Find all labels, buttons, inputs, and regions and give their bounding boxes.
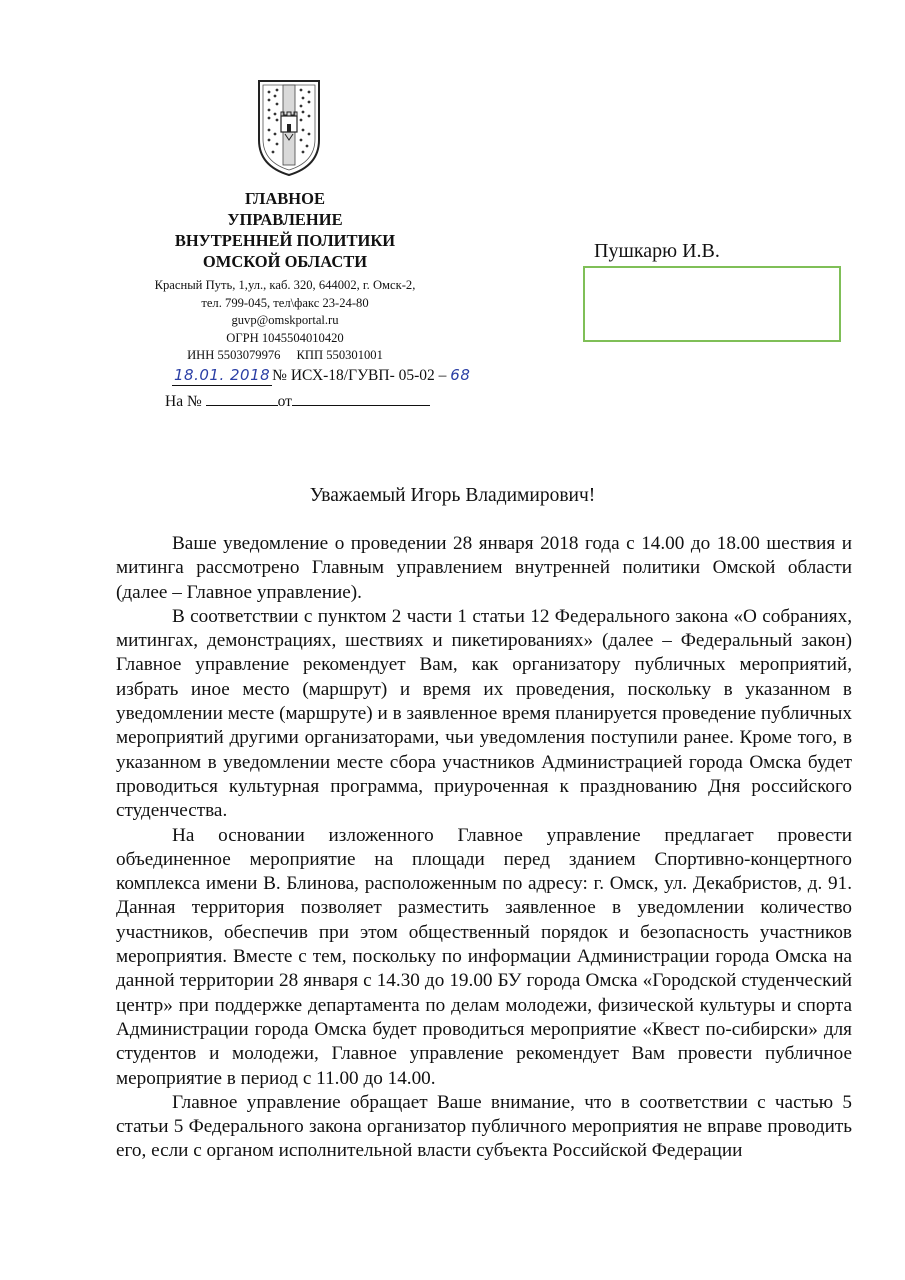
kpp-value: КПП 550301001 [296, 348, 383, 363]
letter-body [116, 532, 852, 1164]
paragraph-1: Ваше уведомление о проведении 28 января 2018 года с 14.00 до 18.00 шествия и митинга рассмотрено Главным управлением внутренней политики Омской области (далее – Главное управление). [116, 533, 852, 603]
paragraph-2: В соответствии с пунктом 2 части 1 статьи 12 Федерального закона «О собраниях, митингах, демонстрациях, шествиях и пикетированиях» (далее – Федеральный закон) Главное управление рекомендует Вам, как организатору публичных мероприятий, избрать иное место (маршрут) и время их проведения, поскольку в указанном в уведомлении месте (маршруте) и в заявленное время планируется проведение публичных мероприятий другими организаторами, чьи уведомления поступили ранее. Кроме того, в указанном в уведомлении месте сбора участников Администрацией города Омска будет проводиться культурная программа, приуроченная к празднованию Дня российского студенчества. [116, 605, 852, 822]
coat-of-arms-icon [255, 78, 323, 178]
addressee-name: Пушкарю И.В. [594, 240, 720, 262]
inn-kpp-line [130, 347, 440, 365]
reply-number-blank [206, 391, 278, 406]
ogrn-line: ОГРН 1045504010420 [226, 330, 344, 345]
org-line-3: ВНУТРЕННЕЙ ПОЛИТИКИ [174, 231, 396, 250]
reply-from-label: от [277, 393, 292, 410]
reply-to-label: На № [165, 393, 202, 410]
paragraph-3: На основании изложенного Главное управление предлагает провести объединенное мероприятие на площади перед зданием Спортивно-концертного комплекса имени В. Блинова, расположенным по адресу: г. Омск, ул. Декабристов, д. 91. Данная территория позволяет разместить заявленное в уведомлении количество участников, обеспечив при этом общественный порядок и безопасность участников мероприятия. Вместе с тем, поскольку по информации Администрации города Омска на данной территории 28 января с 14.30 до 19.00 БУ города Омска «Городской студенческий центр» при поддержке департамента по делам молодежи, физической культуры и спорта Администрации города Омска будет проводиться мероприятие «Квест по-сибирски» для студентов и молодежи, Главное управление рекомендует Вам провести публичное мероприятие в период с 11.00 до 14.00. [116, 824, 852, 1089]
inn-value: ИНН 5503079976 [187, 348, 281, 363]
redacted-address-box [583, 266, 841, 342]
handwritten-number: 68 [450, 366, 471, 384]
org-line-2: УПРАВЛЕНИЕ [227, 210, 343, 229]
paragraph-4: Главное управление обращает Ваше внимание, что в соответствии с частью 5 статьи 5 Федерального закона организатор публичного мероприятия не вправе проводить его, если с органом исполнительной власти субъекта Российской Федерации [116, 1091, 852, 1162]
registration-number: № ИСХ-18/ГУВП- 05-02 – [272, 367, 447, 384]
email-line: guvp@omskportal.ru [231, 313, 339, 328]
address-line-1: Красный Путь, 1,ул., каб. 320, 644002, г. Омск-2, [154, 278, 416, 292]
org-line-4: ОМСКОЙ ОБЛАСТИ [202, 252, 368, 271]
organization-contacts [130, 277, 440, 365]
reply-date-blank [292, 391, 430, 406]
org-line-1: ГЛАВНОЕ [245, 189, 325, 208]
handwritten-date: 18.01. 2018 [174, 366, 271, 384]
address-line-2: тел. 799-045, тел\факс 23-24-80 [201, 295, 369, 310]
reply-reference-line [165, 391, 430, 411]
organization-name [140, 188, 430, 272]
registration-number-line [172, 366, 470, 385]
greeting: Уважаемый Игорь Владимирович! [309, 485, 596, 506]
